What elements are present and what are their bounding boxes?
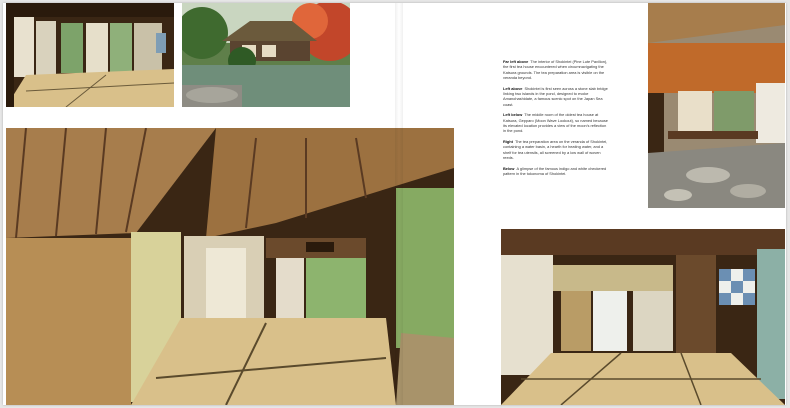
caption-far-left-above: Far left above The interior of Shokintei (Pine Lute Pavilion), the first tea house encountered when circumnavigating the Katsura grounds. The tea preparation area is visible on the veranda beyond. <box>503 59 608 81</box>
book-spread <box>3 3 786 405</box>
photo-pond-view <box>182 3 350 107</box>
caption-below: Below A glimpse of the famous indigo and white checkered pattern in the tokonoma of Shokintei. <box>503 165 607 176</box>
book-gutter <box>395 3 403 405</box>
photo-geppa-big <box>6 128 454 405</box>
caption-left-below: Left below The middle room of the oldest tea house at Katsura, Gepparo (Moon Wave Lookout), so named because its elevated location provides a view of the moon's reflection in the pond. <box>503 112 608 134</box>
caption-right: Right The tea preparation area on the veranda of Shokintei, containing a water basin, a hearth for heating water, and a shelf for tea utensils, all screened by a low wall of woven reeds. <box>503 138 608 161</box>
caption-column <box>503 59 609 181</box>
caption-left-above: Left above Shokintei is first seen across a stone slab bridge linking two islands in the pond, designed to evoke Amanohashidate, a famous scenic spot on the Japan Sea coast. <box>503 85 608 107</box>
photo-interior-top-left <box>6 3 174 107</box>
photo-tea-prep-right <box>648 3 785 208</box>
photo-tokonoma-check <box>501 229 785 405</box>
